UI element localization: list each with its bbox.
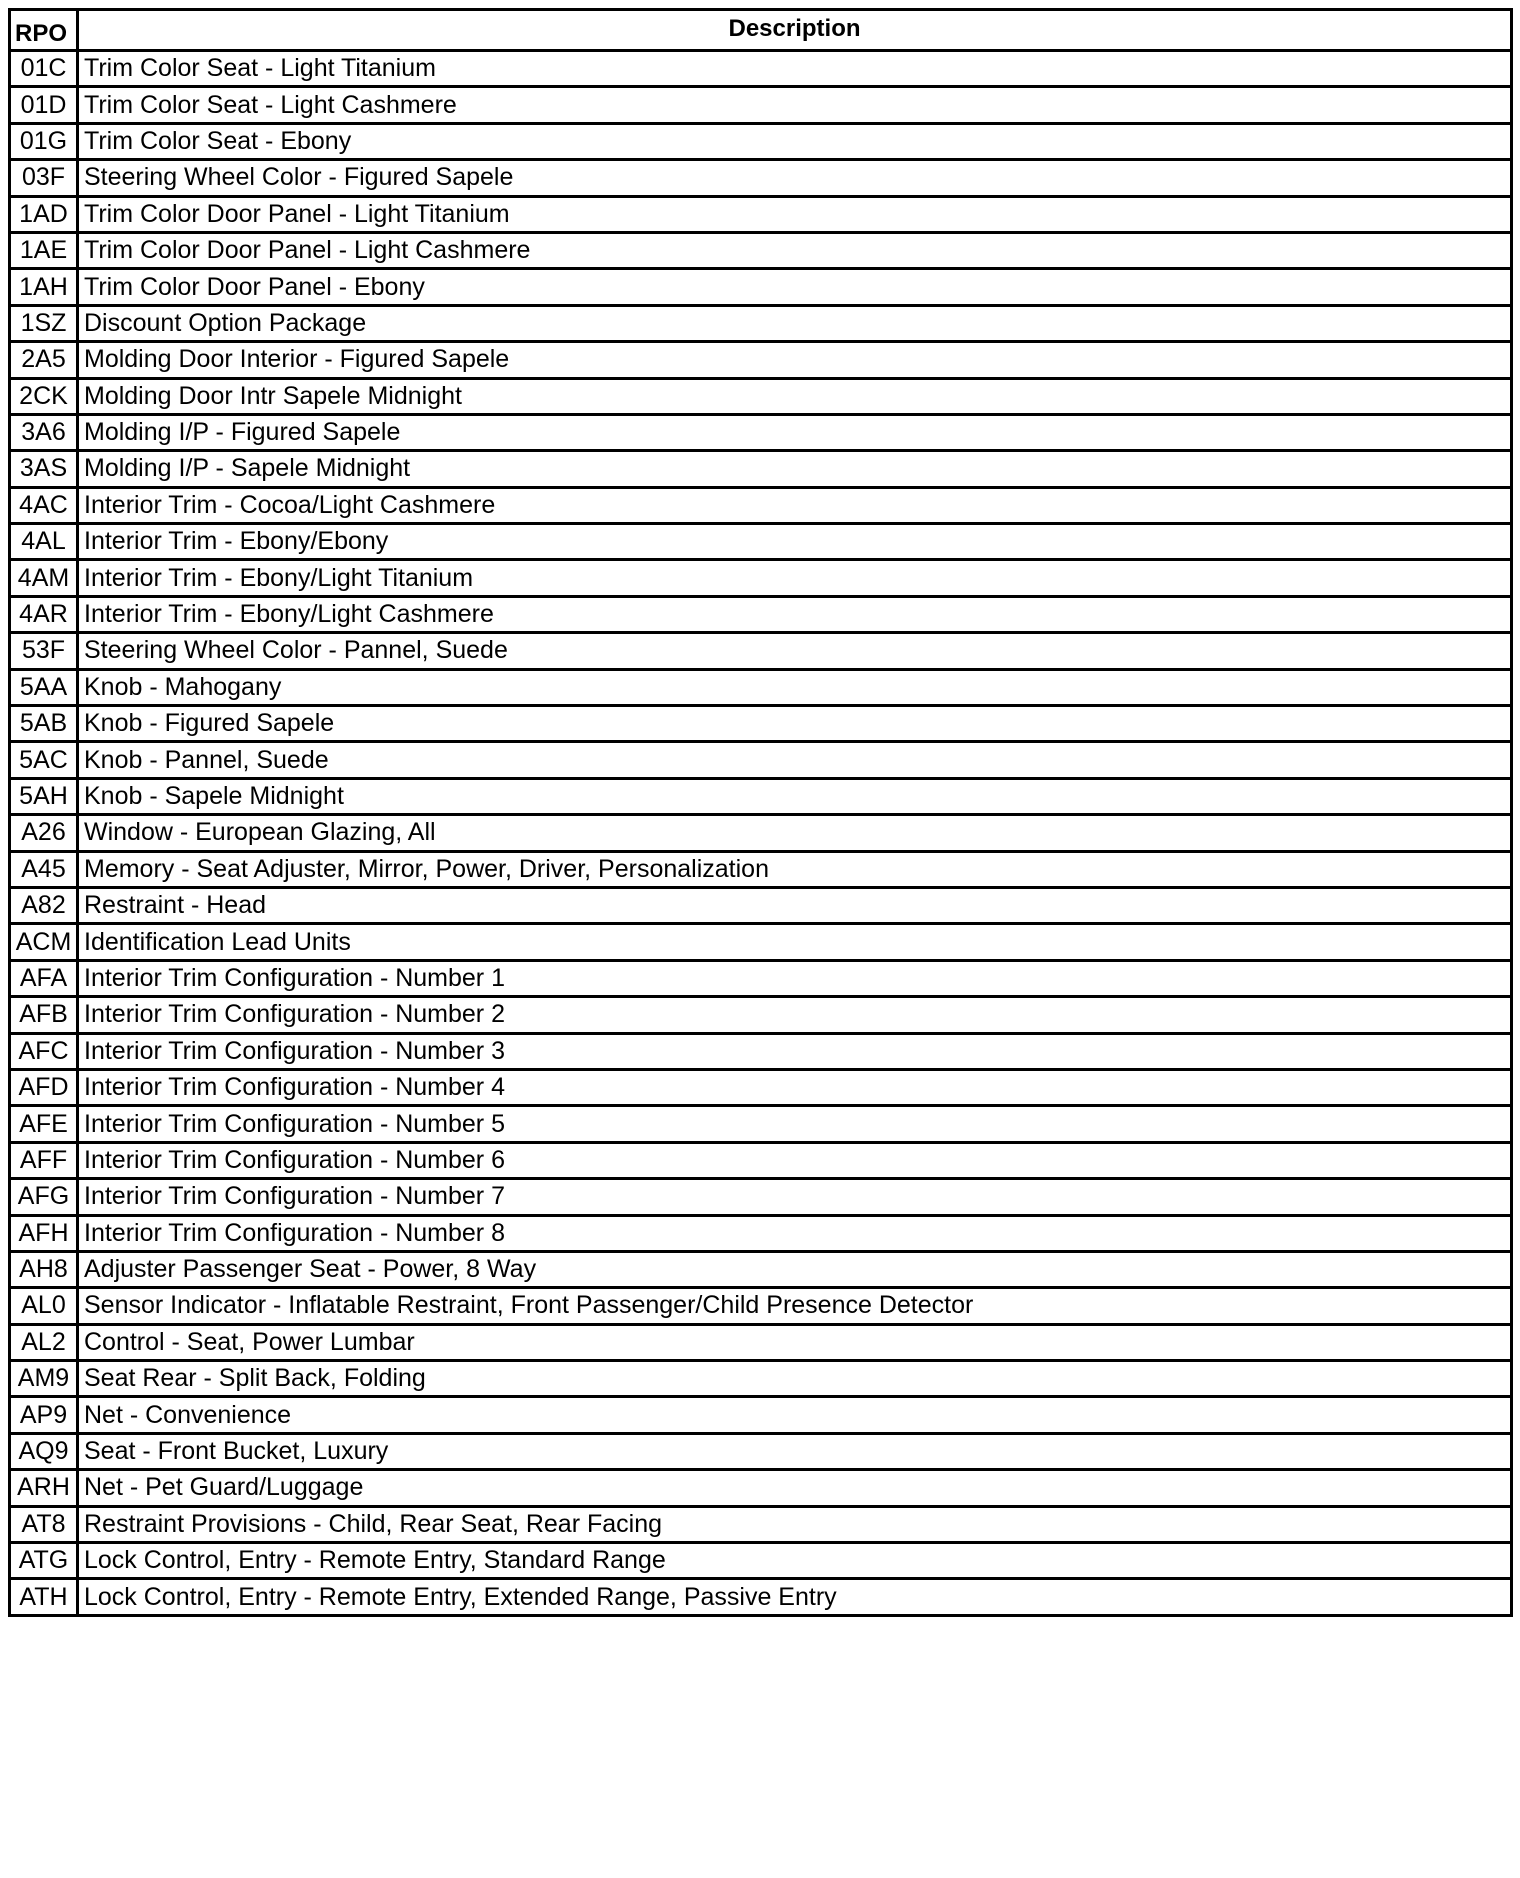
- table-row: [10, 1288, 1512, 1324]
- rpo-code-cell: AL0: [10, 1288, 78, 1324]
- description-cell: Lock Control, Entry - Remote Entry, Extended Range, Passive Entry: [78, 1579, 1512, 1615]
- rpo-code-cell: ATG: [10, 1543, 78, 1579]
- rpo-code-cell: 4AL: [10, 524, 78, 560]
- rpo-code-cell: 4AC: [10, 487, 78, 523]
- table-row: [10, 378, 1512, 414]
- description-cell: Interior Trim Configuration - Number 6: [78, 1142, 1512, 1178]
- rpo-code-cell: A82: [10, 887, 78, 923]
- rpo-code-cell: AFH: [10, 1215, 78, 1251]
- description-cell: Interior Trim Configuration - Number 4: [78, 1069, 1512, 1105]
- table-row: [10, 123, 1512, 159]
- description-cell: Restraint Provisions - Child, Rear Seat, Rear Facing: [78, 1506, 1512, 1542]
- table-row: [10, 451, 1512, 487]
- table-row: [10, 815, 1512, 851]
- description-cell: Interior Trim Configuration - Number 5: [78, 1106, 1512, 1142]
- rpo-code-cell: 01G: [10, 123, 78, 159]
- table-row: [10, 1069, 1512, 1105]
- description-cell: Steering Wheel Color - Figured Sapele: [78, 160, 1512, 196]
- table-row: [10, 269, 1512, 305]
- table-row: [10, 1142, 1512, 1178]
- table-row: [10, 596, 1512, 632]
- rpo-code-cell: AFF: [10, 1142, 78, 1178]
- table-row: [10, 887, 1512, 923]
- description-cell: Interior Trim Configuration - Number 7: [78, 1179, 1512, 1215]
- rpo-code-cell: 1SZ: [10, 305, 78, 341]
- rpo-code-cell: ARH: [10, 1470, 78, 1506]
- table-row: [10, 633, 1512, 669]
- description-cell: Knob - Sapele Midnight: [78, 778, 1512, 814]
- rpo-code-cell: ACM: [10, 924, 78, 960]
- rpo-code-cell: 5AA: [10, 669, 78, 705]
- table-row: [10, 1433, 1512, 1469]
- rpo-code-cell: 3A6: [10, 414, 78, 450]
- description-cell: Trim Color Door Panel - Ebony: [78, 269, 1512, 305]
- description-cell: Trim Color Door Panel - Light Titanium: [78, 196, 1512, 232]
- table-row: [10, 1470, 1512, 1506]
- description-cell: Trim Color Seat - Ebony: [78, 123, 1512, 159]
- rpo-code-cell: 01D: [10, 87, 78, 123]
- table-row: [10, 1251, 1512, 1287]
- rpo-code-cell: 4AM: [10, 560, 78, 596]
- rpo-code-cell: AFB: [10, 997, 78, 1033]
- rpo-code-cell: AFC: [10, 1033, 78, 1069]
- table-row: [10, 1215, 1512, 1251]
- rpo-code-cell: 5AB: [10, 706, 78, 742]
- table-row: [10, 706, 1512, 742]
- table-row: [10, 524, 1512, 560]
- description-cell: Knob - Mahogany: [78, 669, 1512, 705]
- description-cell: Net - Convenience: [78, 1397, 1512, 1433]
- rpo-code-cell: AL2: [10, 1324, 78, 1360]
- description-cell: Control - Seat, Power Lumbar: [78, 1324, 1512, 1360]
- table-row: [10, 414, 1512, 450]
- rpo-column-header: RPO: [10, 10, 78, 51]
- table-row: [10, 778, 1512, 814]
- table-row: [10, 1106, 1512, 1142]
- rpo-code-cell: A45: [10, 851, 78, 887]
- description-cell: Interior Trim Configuration - Number 3: [78, 1033, 1512, 1069]
- rpo-code-cell: 5AC: [10, 742, 78, 778]
- description-cell: Lock Control, Entry - Remote Entry, Standard Range: [78, 1543, 1512, 1579]
- table-header-row: [10, 10, 1512, 51]
- rpo-code-cell: AFD: [10, 1069, 78, 1105]
- table-row: [10, 487, 1512, 523]
- table-row: [10, 669, 1512, 705]
- rpo-table-container: [8, 8, 1510, 1617]
- rpo-code-cell: AM9: [10, 1361, 78, 1397]
- description-cell: Trim Color Seat - Light Titanium: [78, 51, 1512, 87]
- table-row: [10, 1579, 1512, 1615]
- description-cell: Molding I/P - Sapele Midnight: [78, 451, 1512, 487]
- table-row: [10, 742, 1512, 778]
- table-row: [10, 232, 1512, 268]
- table-row: [10, 997, 1512, 1033]
- description-cell: Seat Rear - Split Back, Folding: [78, 1361, 1512, 1397]
- table-row: [10, 87, 1512, 123]
- table-row: [10, 1397, 1512, 1433]
- description-cell: Net - Pet Guard/Luggage: [78, 1470, 1512, 1506]
- rpo-code-cell: 53F: [10, 633, 78, 669]
- table-row: [10, 1179, 1512, 1215]
- rpo-code-cell: AFA: [10, 960, 78, 996]
- description-column-header: Description: [78, 10, 1512, 51]
- rpo-code-cell: AP9: [10, 1397, 78, 1433]
- table-body: [10, 51, 1512, 1616]
- rpo-code-cell: 01C: [10, 51, 78, 87]
- table-row: [10, 160, 1512, 196]
- description-cell: Molding Door Intr Sapele Midnight: [78, 378, 1512, 414]
- table-row: [10, 1506, 1512, 1542]
- rpo-code-cell: 5AH: [10, 778, 78, 814]
- table-row: [10, 51, 1512, 87]
- table-row: [10, 1361, 1512, 1397]
- table-row: [10, 851, 1512, 887]
- table-row: [10, 1324, 1512, 1360]
- description-cell: Molding Door Interior - Figured Sapele: [78, 342, 1512, 378]
- rpo-code-cell: 1AE: [10, 232, 78, 268]
- rpo-code-cell: 1AH: [10, 269, 78, 305]
- table-row: [10, 342, 1512, 378]
- rpo-code-cell: AFG: [10, 1179, 78, 1215]
- rpo-code-cell: AFE: [10, 1106, 78, 1142]
- rpo-code-cell: 1AD: [10, 196, 78, 232]
- rpo-code-cell: AQ9: [10, 1433, 78, 1469]
- description-cell: Knob - Pannel, Suede: [78, 742, 1512, 778]
- rpo-code-cell: 3AS: [10, 451, 78, 487]
- rpo-code-cell: ATH: [10, 1579, 78, 1615]
- description-cell: Interior Trim - Ebony/Light Titanium: [78, 560, 1512, 596]
- table-row: [10, 960, 1512, 996]
- table-row: [10, 305, 1512, 341]
- rpo-code-cell: AH8: [10, 1251, 78, 1287]
- description-cell: Restraint - Head: [78, 887, 1512, 923]
- description-cell: Adjuster Passenger Seat - Power, 8 Way: [78, 1251, 1512, 1287]
- rpo-code-cell: 2A5: [10, 342, 78, 378]
- description-cell: Interior Trim Configuration - Number 2: [78, 997, 1512, 1033]
- description-cell: Trim Color Door Panel - Light Cashmere: [78, 232, 1512, 268]
- description-cell: Trim Color Seat - Light Cashmere: [78, 87, 1512, 123]
- table-row: [10, 560, 1512, 596]
- description-cell: Interior Trim - Cocoa/Light Cashmere: [78, 487, 1512, 523]
- description-cell: Interior Trim - Ebony/Light Cashmere: [78, 596, 1512, 632]
- description-cell: Interior Trim Configuration - Number 8: [78, 1215, 1512, 1251]
- table-row: [10, 1543, 1512, 1579]
- description-cell: Steering Wheel Color - Pannel, Suede: [78, 633, 1512, 669]
- description-cell: Molding I/P - Figured Sapele: [78, 414, 1512, 450]
- description-cell: Memory - Seat Adjuster, Mirror, Power, Driver, Personalization: [78, 851, 1512, 887]
- description-cell: Sensor Indicator - Inflatable Restraint, Front Passenger/Child Presence Detector: [78, 1288, 1512, 1324]
- description-cell: Identification Lead Units: [78, 924, 1512, 960]
- rpo-code-cell: 03F: [10, 160, 78, 196]
- description-cell: Knob - Figured Sapele: [78, 706, 1512, 742]
- description-cell: Discount Option Package: [78, 305, 1512, 341]
- description-cell: Seat - Front Bucket, Luxury: [78, 1433, 1512, 1469]
- table-row: [10, 924, 1512, 960]
- rpo-code-cell: 4AR: [10, 596, 78, 632]
- description-cell: Interior Trim Configuration - Number 1: [78, 960, 1512, 996]
- rpo-code-cell: A26: [10, 815, 78, 851]
- table-row: [10, 1033, 1512, 1069]
- rpo-table: [8, 8, 1513, 1617]
- table-row: [10, 196, 1512, 232]
- rpo-code-cell: 2CK: [10, 378, 78, 414]
- rpo-code-cell: AT8: [10, 1506, 78, 1542]
- description-cell: Window - European Glazing, All: [78, 815, 1512, 851]
- description-cell: Interior Trim - Ebony/Ebony: [78, 524, 1512, 560]
